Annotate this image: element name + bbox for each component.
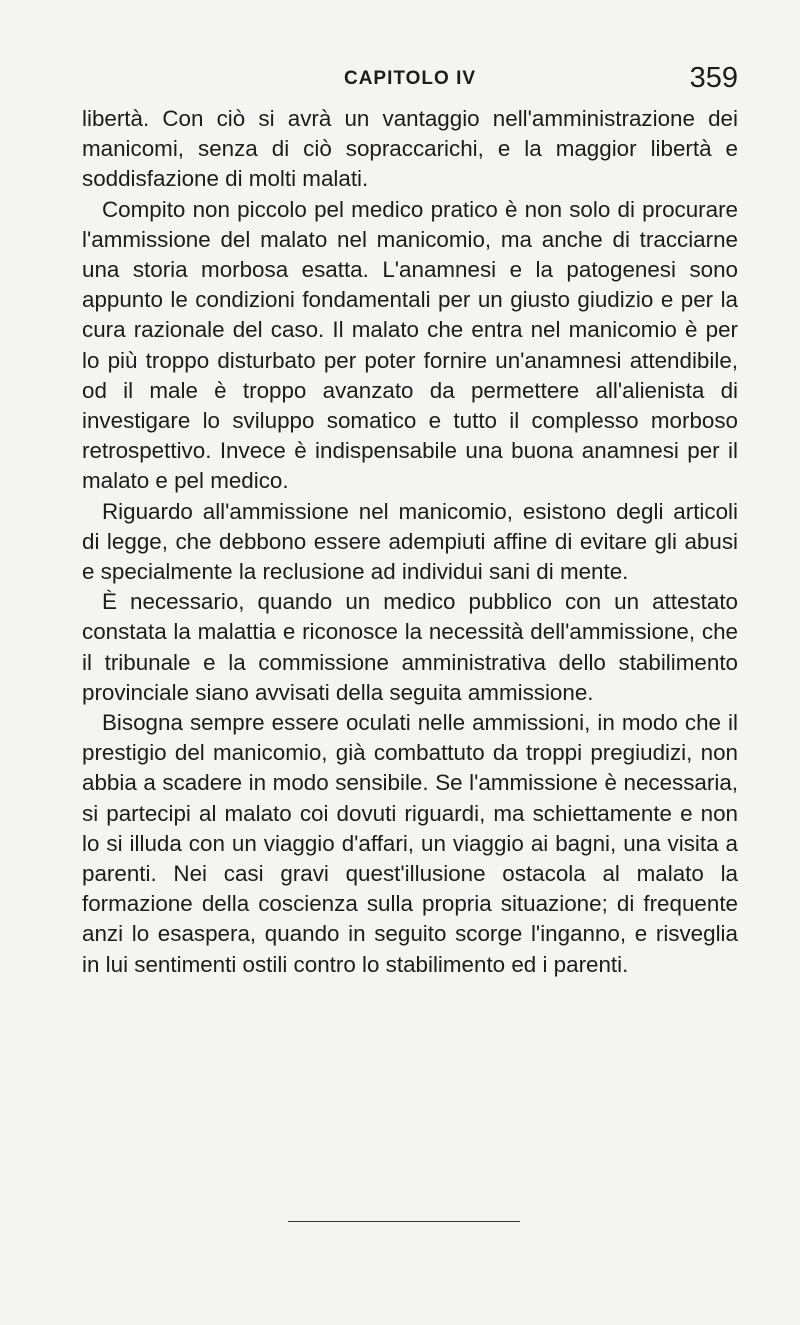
paragraph: Compito non piccolo pel medico pratico è non solo di procurare l'ammissione del malato nel manicomio, ma anche di tracciarne una storia morbosa esatta. L'anamnesi e la patogenesi sono appunto le condizioni fondamentali per un giusto giudizio e per la cura razionale del caso. Il malato che entra nel manicomio è per lo più troppo disturbato per poter fornire un'anamnesi attendibile, od il male è troppo avanzato da permettere all'alienista di investigare lo sviluppo somatico e tutto il complesso morboso retrospettivo. Invece è indispensabile una buona anamnesi per il malato e pel medico. <box>82 196 738 494</box>
paragraph: Bisogna sempre essere oculati nelle ammissioni, in modo che il prestigio del manicomio, già combattuto da troppi pregiudizi, non abbia a scadere in modo sensibile. Se l'ammissione è necessaria, si partecipi al malato coi dovuti riguardi, ma schiettamente e non lo si illuda con un viaggio d'affari, un viaggio ai bagni, una visita a parenti. Nei casi gravi quest'illusione ostacola al malato la formazione della coscienza sulla propria situazione; di frequente anzi lo esaspera, quando in seguito scorge l'inganno, e risveglia in lui sentimenti ostili contro lo stabilimento ed i parenti. <box>82 710 738 977</box>
paragraph: È necessario, quando un medico pubblico con un attestato constata la malattia e riconosce la necessità dell'ammissione, che il tribunale e la commissione amministrativa dello stabilimento provinciale siano avvisati della seguita ammissione. <box>82 589 738 705</box>
page-number: 359 <box>689 62 738 94</box>
section-rule <box>288 1221 520 1222</box>
chapter-title: CAPITOLO IV <box>343 68 477 89</box>
paragraph-continuation: libertà. Con ciò si avrà un vantaggio nell'amministrazione dei manicomi, senza di ciò sopraccarichi, e la maggior libertà e soddisfazione di molti malati. <box>82 106 738 192</box>
body-text <box>82 104 738 980</box>
paragraph: Riguardo all'ammissione nel manicomio, esistono degli articoli di legge, che debbono essere adempiuti affine di evitare gli abusi e specialmente la reclusione ad individui sani di mente. <box>82 498 738 585</box>
running-head <box>82 62 738 96</box>
